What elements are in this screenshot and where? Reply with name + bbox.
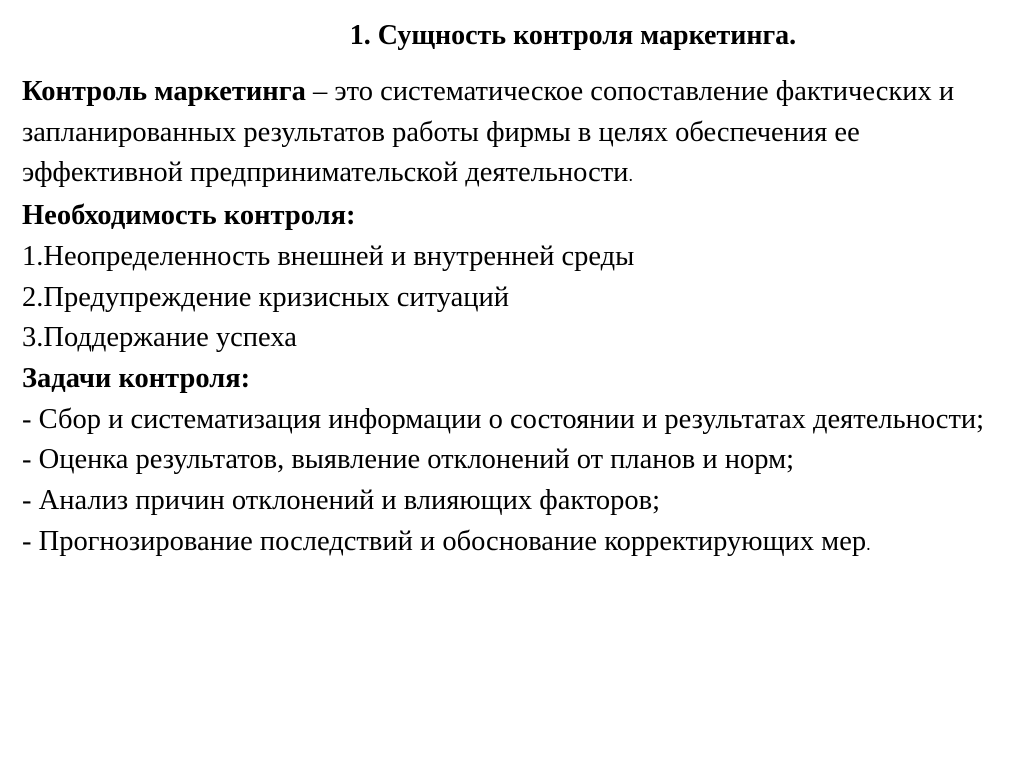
task-item: - Оценка результатов, выявление отклонений от планов и норм;	[22, 444, 795, 476]
definition-term: Контроль маркетинга	[22, 76, 306, 107]
necessity-heading: Необходимость контроля:	[22, 200, 356, 232]
tasks-heading: Задачи контроля:	[22, 362, 251, 394]
slide-title: 1. Сущность контроля маркетинга.	[349, 20, 797, 51]
tasks-end-period: .	[866, 533, 871, 554]
definition-end-period: .	[628, 165, 633, 186]
necessity-item: 2.Предупреждение кризисных ситуаций	[22, 281, 510, 313]
task-item: - Анализ причин отклонений и влияющих факторов;	[22, 485, 661, 517]
task-item-text: - Прогнозирование последствий и обоснование корректирующих мер	[22, 525, 867, 557]
necessity-item: 1.Неопределенность внешней и внутренней среды	[22, 240, 635, 272]
task-item-last	[22, 522, 1002, 565]
definition-text: – это систематическое сопоставление фактических и запланированных результатов работы фирмы в целях обеспечения ее эффективной предпринимательской деятельности	[22, 76, 955, 189]
necessity-item: 3.Поддержание успеха	[22, 322, 297, 354]
slide-content	[22, 72, 1002, 564]
definition-paragraph	[22, 72, 1002, 196]
task-item: - Сбор и систематизация информации о состоянии и результатах деятельности;	[22, 403, 985, 435]
